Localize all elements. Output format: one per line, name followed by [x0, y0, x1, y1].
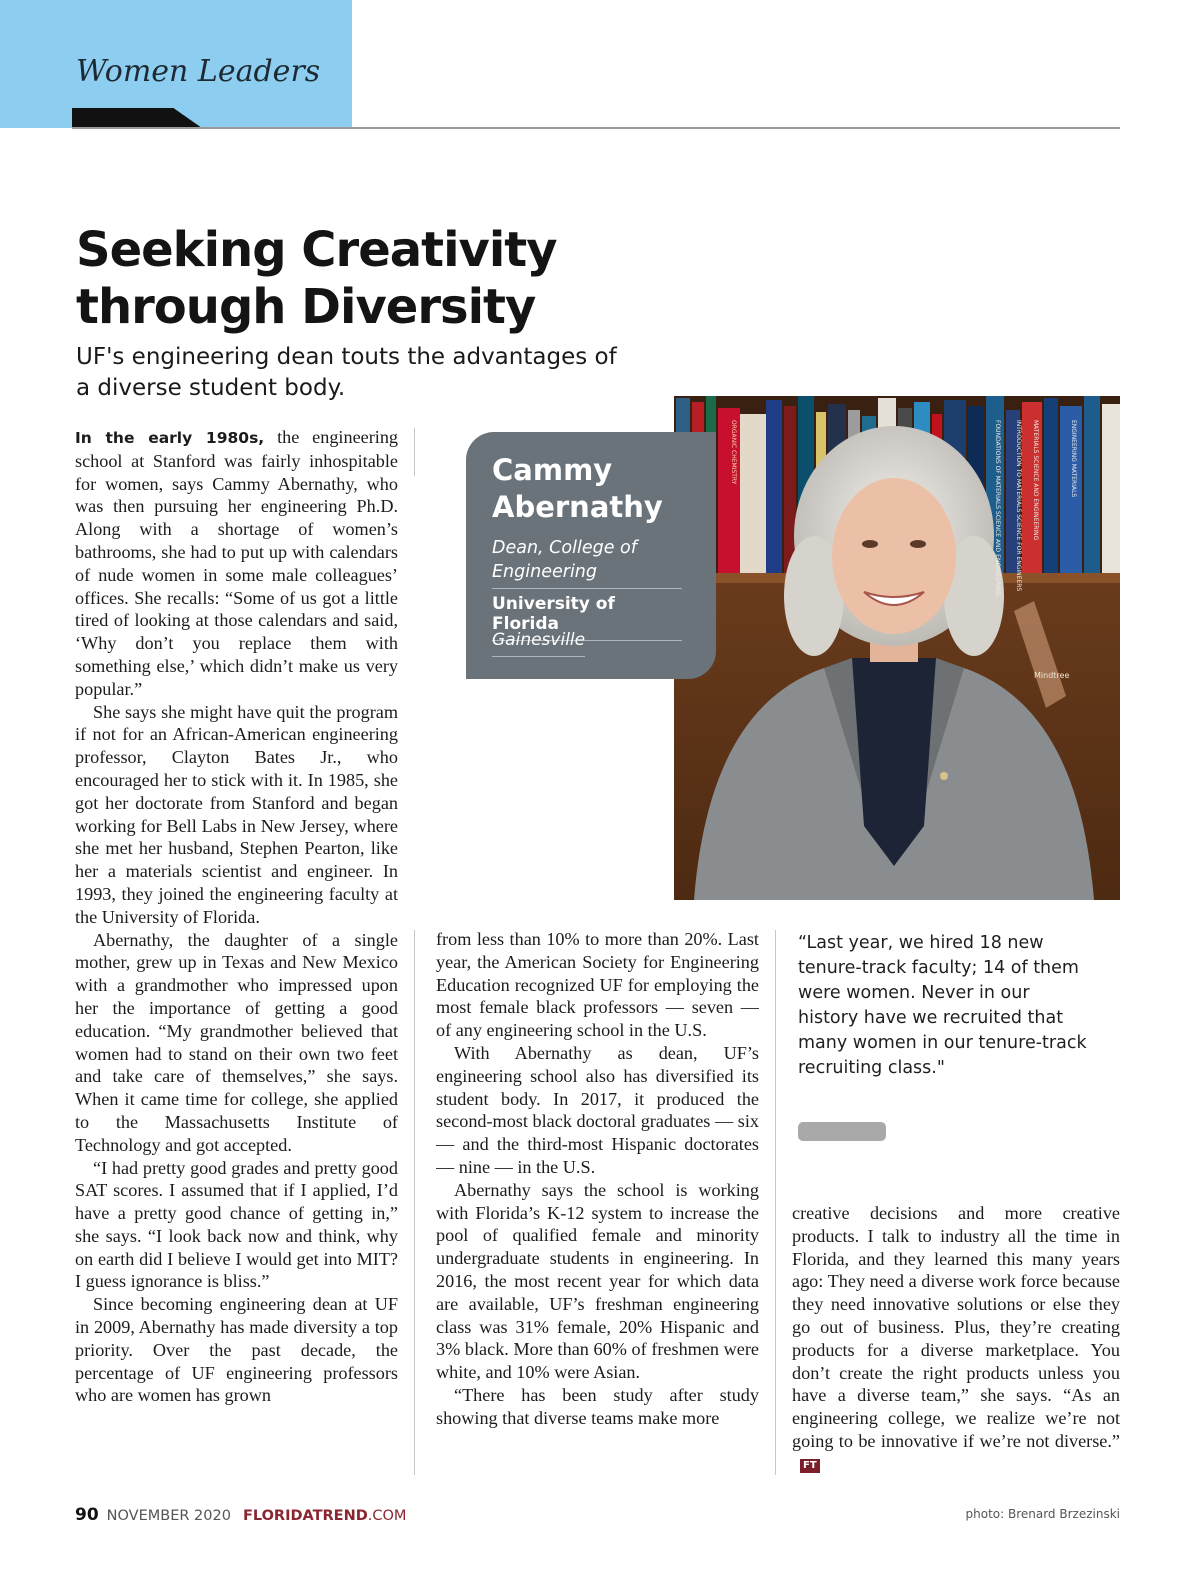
profile-title: Dean, College of Engineering	[492, 536, 682, 589]
book-title-text: ORGANIC CHEMISTRY	[730, 420, 737, 485]
pull-quote-bar	[798, 1122, 886, 1141]
issue-date: NOVEMBER 2020	[106, 1508, 231, 1524]
body-paragraph: With Abernathy as dean, UF’s engineering school also has diversified its student body. In 2017, it produced the second-most black doctoral graduates — six — and the third-most Hispanic doctorates — nine — in the U.S.	[436, 1042, 759, 1177]
book-title-text: INTRODUCTION TO MATERIALS SCIENCE FOR ENGINEERS	[1015, 420, 1022, 592]
paragraph-text: the engineering school at Stanford was fairly inhospitable for women, says Cammy Abernathy, who was then pursuing her engineering Ph.D. Along with a shortage of women’s bathrooms, she had to put up with calendars of nude women in some male colleagues’ offices. She recalls: “Some of us got a little tired of looking at those calendars and said, ‘Why don’t you replace them with something else,’ which didn’t make us very popular.”	[75, 427, 398, 699]
book-title-text: FOUNDATIONS OF MATERIALS SCIENCE AND ENGINEERING	[994, 420, 1001, 596]
face	[832, 478, 956, 634]
headline: Seeking Creativity through Diversity	[76, 222, 557, 335]
body-paragraph: “There has been study after study showing that diverse teams make more	[436, 1384, 759, 1428]
column-divider	[414, 930, 415, 1475]
site-name: FLORIDATREND	[242, 1508, 368, 1524]
folio	[75, 1505, 406, 1525]
profile-name: Cammy Abernathy	[492, 453, 663, 524]
header-rule	[72, 127, 1120, 129]
profile-organization: University of Florida	[492, 594, 682, 641]
site-domain: .COM	[367, 1508, 407, 1524]
body-paragraph: Abernathy says the school is working with Florida’s K-12 system to increase the pool of qualified female and minority undergraduate students in engineering. In 2016, the most recent year for which data are available, UF’s freshman engineering class was 31% female, 20% Hispanic and 3% black. More than 60% of freshmen were white, and 10% were Asian.	[436, 1179, 759, 1383]
column-divider	[775, 930, 776, 1475]
body-paragraph: She says she might have quit the program if not for an African-American engineering professor, Clayton Bates Jr., who encouraged her to stick with it. In 1985, she got her doctorate from Stanford and began working for Bell Labs in New Jersey, where she met her husband, Stephen Pearton, like her a materials scientist and engineer. In 1993, they joined the engineering faculty at the University of Florida.	[75, 701, 398, 927]
body-paragraph	[75, 426, 398, 701]
body-paragraph: “I had pretty good grades and pretty good SAT scores. I assumed that if I applied, I’d have a pretty good chance of getting in,” she says. “I look back now and think, why on earth did I believe I would get into MIT? I guess ignorance is bliss.”	[75, 1157, 398, 1292]
article-column-1	[75, 426, 398, 1478]
profile-city: Gainesville	[492, 630, 585, 657]
article-column-3	[792, 1202, 1120, 1478]
portrait-photo	[674, 396, 1120, 900]
body-paragraph: Abernathy, the daughter of a single mother, grew up in Texas and New Mexico with a grandmother who impressed upon her the importance of getting a good education. “My grandmother believed that women had to stand on their own two feet and take care of themselves,” she says. When it came time for college, she applied to the Massachusetts Institute of Technology and got accepted.	[75, 929, 398, 1155]
body-paragraph: Since becoming engineering dean at UF in 2009, Abernathy has made diversity a top priority. Over the past decade, the percentage of UF engineering professors who are women has grown	[75, 1294, 398, 1406]
dek: UF's engineering dean touts the advantages of a diverse student body.	[76, 344, 617, 401]
article-column-2	[436, 928, 759, 1478]
body-paragraph: from less than 10% to more than 20%. Last year, the American Society for Engineering Education recognized UF for employing the most female black professors — seven — of any engineering school in the U.S.	[436, 929, 759, 1041]
section-tab	[0, 0, 352, 128]
profile-card	[466, 432, 716, 679]
photo-credit: photo: Brenard Brzezinski	[965, 1507, 1120, 1521]
body-paragraph	[792, 1202, 1120, 1476]
end-mark: FT	[800, 1459, 820, 1473]
paragraph-text: creative decisions and more creative products. I talk to industry all the time in Florida, and they learned this many years ago: They need a diverse work force because they need innovative solutions or else they go out of business. Plus, they’re creating products for a diverse marketplace. You don’t create the right products unless you have a diverse team,” she says. “As an engineering college, we realize we’re not going to be innovative if we’re not diverse.”	[792, 1203, 1120, 1451]
page-number: 90	[75, 1505, 99, 1525]
pull-quote: “Last year, we hired 18 new tenure-track faculty; 14 of them were women. Never in our history have we recruited that many women in our tenure-track recruiting class."	[798, 933, 1087, 1078]
book-title-text: MATERIALS SCIENCE AND ENGINEERING	[1032, 420, 1039, 541]
portrait-illustration	[674, 396, 1120, 900]
book-title-text: Mindtree	[1034, 671, 1070, 680]
section-label: Women Leaders	[76, 54, 321, 89]
column-divider	[414, 428, 415, 476]
book-title-text: ENGINEERING MATERIALS	[1070, 420, 1077, 498]
lead-in: In the early 1980s,	[75, 429, 265, 447]
